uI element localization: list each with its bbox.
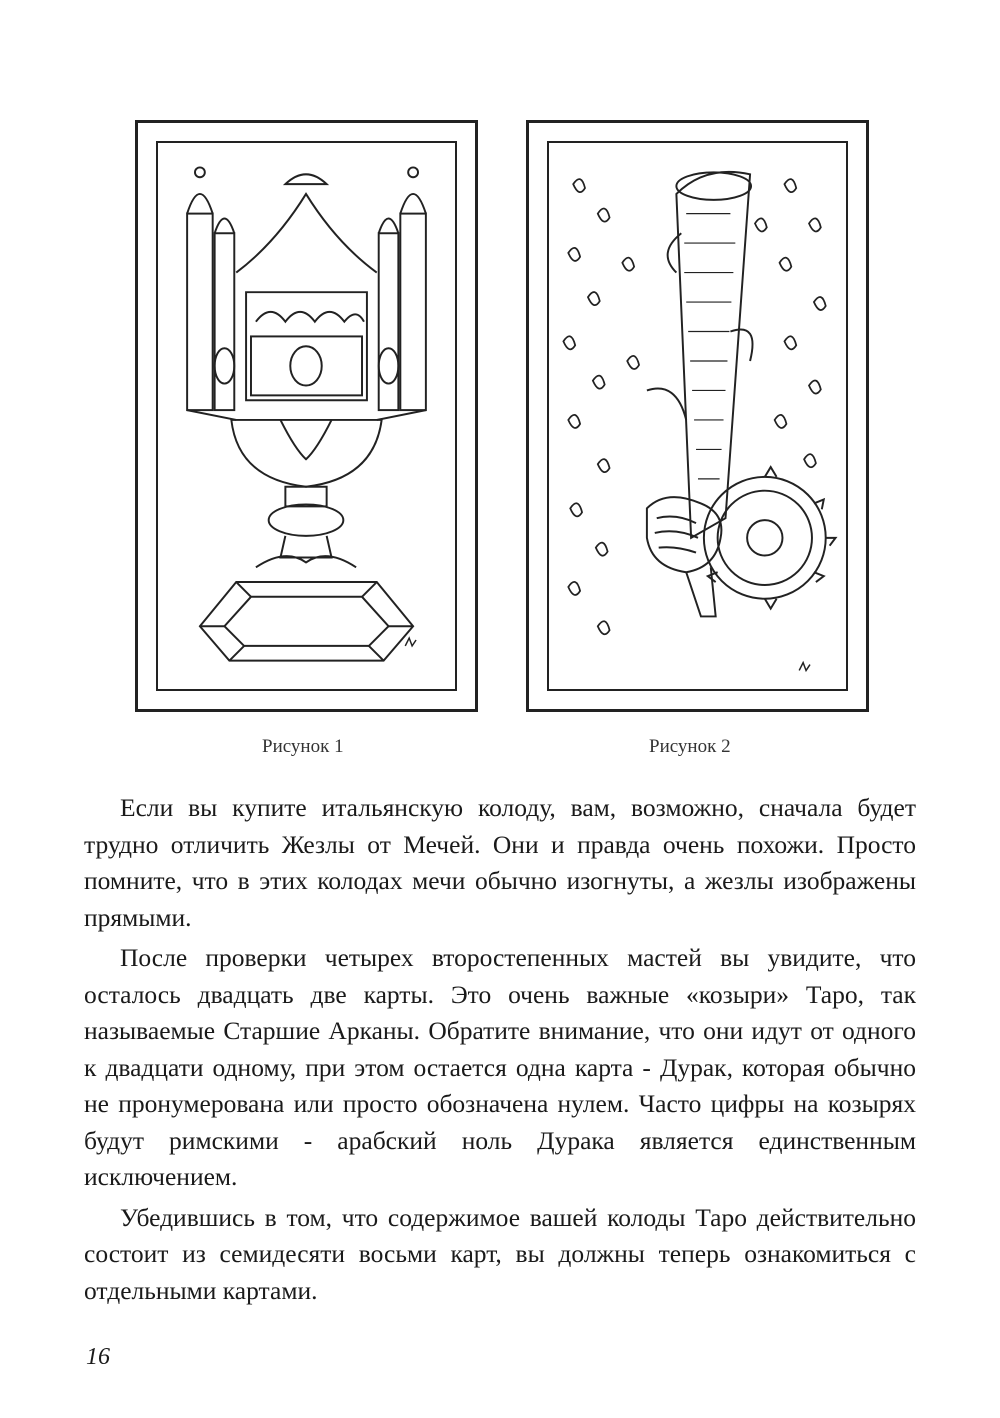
- page-number: 16: [86, 1344, 110, 1370]
- wand-illustration: [529, 123, 866, 709]
- figure-2-wand-card: [526, 120, 869, 712]
- figure-1-caption: Рисунок 1: [262, 736, 344, 757]
- cup-illustration: [138, 123, 475, 709]
- paragraph-2: После проверки четырех второстепенных мастей вы увидите, что осталось двадцать две карты. Это очень важные «козыри» Таро, так называемые Старшие Арканы. Обратите внимание, что они идут от одного к двадцати одному, при этом остается одна карта - Дурак, которая обычно не пронумерована или просто обозначена нулем. Часто цифры на козырях будут римскими - арабский ноль Дурака является единственным исключением.: [84, 943, 916, 1191]
- figure-1-cup-card: [135, 120, 478, 712]
- paragraph-1: Если вы купите итальянскую колоду, вам, возможно, сначала будет трудно отличить Жезлы от Мечей. Они и правда очень похожи. Просто помните, что в этих колодах мечи обычно изогнуты, а жезлы изображены прямыми.: [84, 793, 916, 932]
- paragraph-3: Убедившись в том, что содержимое вашей колоды Таро действительно состоит из семидесяти восьми карт, вы должны теперь ознакомиться с отдельными картами.: [84, 1202, 916, 1305]
- body-text: [84, 790, 916, 1313]
- figure-2-caption: Рисунок 2: [649, 736, 731, 757]
